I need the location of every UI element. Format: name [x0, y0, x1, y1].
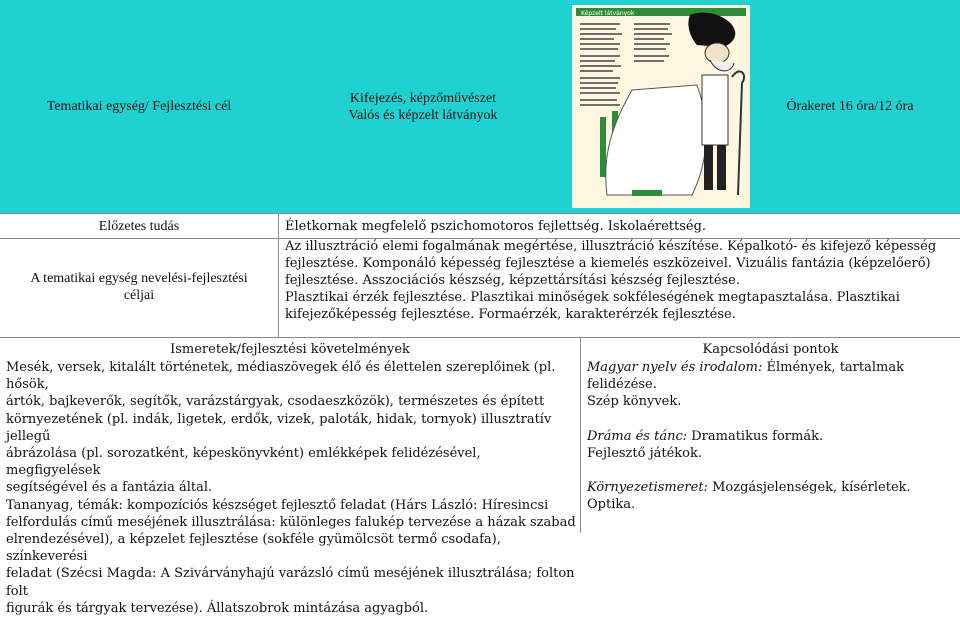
connection-subject: Dráma és tánc: [587, 428, 688, 444]
connection-item [587, 479, 957, 513]
goals-label [0, 270, 278, 304]
requirements-line: Mesék, versek, kitalált történetek, médiaszövegek élő és élettelen szereplőinek (pl. hősök, [6, 360, 556, 393]
connection-subject: Magyar nyelv és irodalom: [587, 360, 763, 375]
illustration-graphic [572, 5, 750, 208]
requirements-text [6, 359, 578, 617]
connection-subject: Környezetismeret: [587, 480, 708, 496]
requirements-line: ártók, bajkeverők, segítők, varázstárgyak, csodaeszközök), természetes és épített [6, 394, 545, 410]
connection-text: Élmények, tartalmak felidézése. [587, 360, 904, 393]
requirements-line: feladat (Szécsi Magda: A Szivárványhajú varázsló című meséjének illusztrálása; folton folt [6, 566, 575, 599]
requirements-line: ábrázolása (pl. sorozatként, képeskönyvként) emlékképek felidézésével, megfigyelések [6, 446, 481, 479]
divider [580, 337, 581, 533]
unit-label: Tematikai egység/ Fejlesztési cél [46, 99, 232, 114]
goals-label-line2: céljai [123, 288, 155, 303]
connection-item [587, 428, 957, 445]
requirements-line: segítségével és a fantázia által. [6, 480, 213, 496]
requirements-heading: Ismeretek/fejlesztési követelmények [170, 342, 410, 357]
unit-title-line1: Kifejezés, képzőművészet [349, 90, 497, 106]
requirements-line: felfordulás című meséjének illusztrálása: különleges falukép tervezése a házak szabad [6, 514, 576, 530]
unit-title-line2: Valós és képzelt látványok [348, 107, 498, 123]
goals-line: kifejezőképesség fejlesztése. Formaérzék, karakterérzék fejlesztése. [285, 307, 736, 322]
divider [278, 213, 279, 338]
requirements-line: elrendezésével), a képzelet fejlesztése (sokféle gyümölcsöt termő csodafa), színkeverési [6, 532, 501, 565]
goals-text [285, 238, 950, 323]
divider [0, 213, 960, 214]
prerequisites-label: Előzetes tudás [98, 219, 180, 234]
connection-text: Dramatikus formák. [687, 428, 824, 444]
requirements-line: figurák és tárgyak tervezése). Állatszobrok mintázása agyagból. [6, 600, 429, 616]
goals-line: Plasztikai érzék fejlesztése. Plasztikai minőségek sokféleségének megtapasztalása. Plasztikai [285, 290, 900, 305]
connection-text: Mozgásjelenségek, kísérletek. Optika. [587, 480, 911, 513]
unit-title-cell [278, 0, 568, 213]
connection-item: Szép könyvek. [587, 394, 682, 410]
goals-label-line1: A tematikai egység nevelési-fejlesztési [30, 271, 248, 286]
requirements-line: környezetének (pl. indák, ligetek, erdők, vizek, paloták, hidak, tornyok) illusztratív jellegű [6, 411, 552, 444]
requirements-line: Tananyag, témák: kompozíciós készséget fejlesztő feladat (Hárs László: Híresincsi [6, 497, 549, 513]
illustration-image [572, 5, 750, 208]
divider [0, 337, 960, 338]
hours-value: Órakeret 16 óra/12 óra [786, 99, 914, 114]
connections-text [587, 359, 957, 513]
poster-title: Képzelt látványok [581, 10, 635, 17]
goals-line: fejlesztése. Komponáló képesség fejlesztése a kiemelés eszközeivel. Vizuális fantázia (képzelőerő) [285, 256, 931, 271]
unit-label-cell [0, 0, 278, 213]
prerequisites-text: Életkornak megfelelő pszichomotoros fejlettség. Iskolaérettség. [285, 219, 707, 234]
hours-cell [740, 0, 960, 213]
goals-line: fejlesztése. Asszociációs készség, képzettársítási készség fejlesztése. [285, 273, 741, 288]
connections-heading: Kapcsolódási pontok [702, 342, 839, 357]
connection-item: Fejlesztő játékok. [587, 445, 703, 461]
goals-line: Az illusztráció elemi fogalmának megértése, illusztráció készítése. Képalkotó- és kifejező képesség [285, 239, 937, 254]
connection-item [587, 359, 957, 393]
